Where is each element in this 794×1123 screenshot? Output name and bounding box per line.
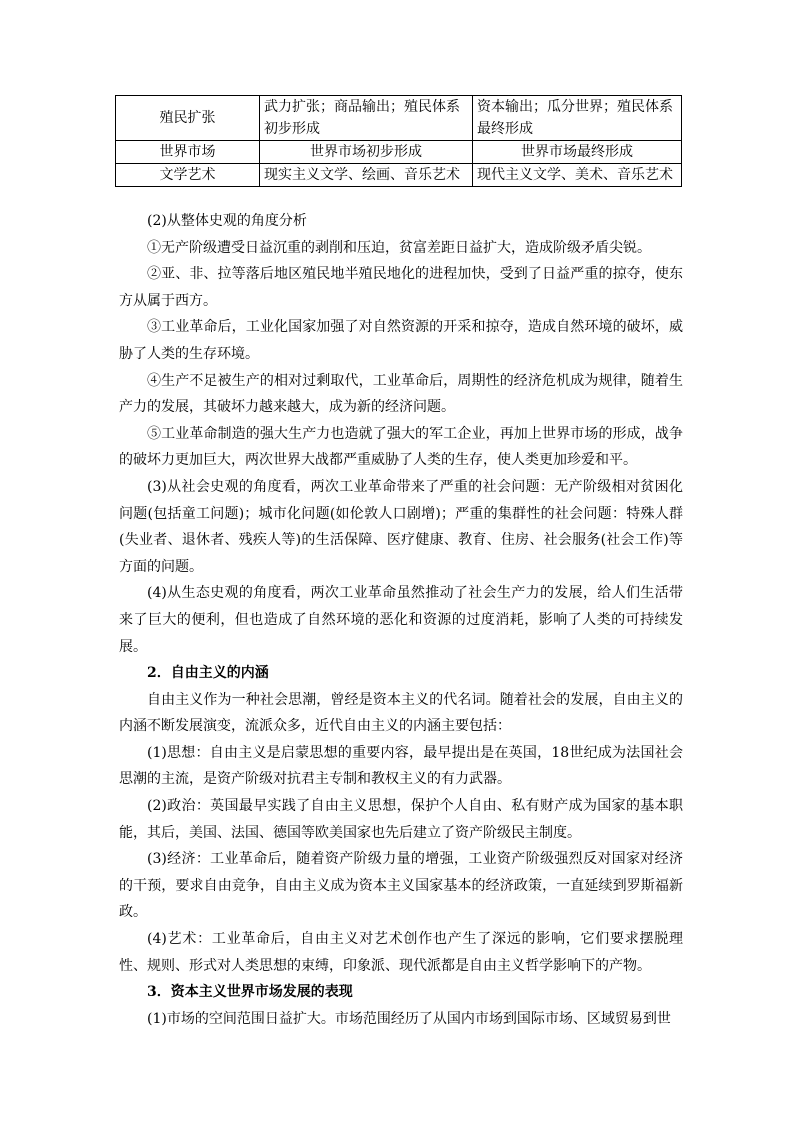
paragraph: (2)政治：英国最早实践了自由主义思想，保护个人自由、私有财产成为国家的基本职能，其后，美国、法国、德国等欧美国家也先后建立了资产阶级民主制度。 — [119, 798, 683, 841]
body-text — [119, 208, 683, 1032]
table-cell: 现代主义文学、美术、音乐艺术 — [473, 164, 682, 187]
table-cell-label: 殖民扩张 — [116, 96, 260, 141]
paragraph: ④生产不足被生产的相对过剩取代，工业革命后，周期性的经济危机成为规律，随着生产力的发展，其破坏力越来越大，成为新的经济问题。 — [119, 372, 683, 416]
paragraph: ⑤工业革命制造的强大生产力也造就了强大的军工企业，再加上世界市场的形成，战争的破坏力更加巨大，两次世界大战都严重威胁了人类的生存，使人类更加珍爱和平。 — [119, 425, 683, 469]
table-row — [116, 164, 682, 187]
section-heading: 3．资本主义世界市场发展的表现 — [147, 984, 353, 1001]
paragraph: ③工业革命后，工业化国家加强了对自然资源的开采和掠夺，造成自然环境的破坏，威胁了人类的生存环境。 — [119, 319, 683, 362]
paragraph: (1)思想：自由主义是启蒙思想的重要内容，最早提出是在英国，18世纪成为法国社会思潮的主流，是资产阶级对抗君主专制和教权主义的有力武器。 — [119, 744, 683, 788]
table-row — [116, 141, 682, 164]
table-row — [116, 96, 682, 141]
table-cell: 世界市场初步形成 — [260, 141, 473, 164]
table-cell: 武力扩张；商品输出；殖民体系初步形成 — [260, 96, 473, 141]
paragraph: (2)从整体史观的角度分析 — [147, 213, 307, 229]
table-cell: 现实主义文学、绘画、音乐艺术 — [260, 164, 473, 187]
table-cell-label: 世界市场 — [116, 141, 260, 164]
paragraph: (1)市场的空间范围日益扩大。市场范围经历了从国内市场到国际市场、区域贸易到世 — [147, 1010, 671, 1027]
paragraph: (3)经济：工业革命后，随着资产阶级力量的增强，工业资产阶级强烈反对国家对经济的干预，要求自由竞争，自由主义成为资本主义国家基本的经济政策，一直延续到罗斯福新政。 — [119, 851, 683, 921]
paragraph: ①无产阶级遭受日益沉重的剥削和压迫，贫富差距日益扩大，造成阶级矛盾尖锐。 — [147, 239, 651, 256]
paragraph: (4)从生态史观的角度看，两次工业革命虽然推动了社会生产力的发展，给人们生活带来了巨大的便利，但也造成了自然环境的恶化和资源的过度消耗，影响了人类的可持续发展。 — [119, 585, 683, 655]
paragraph: ②亚、非、拉等落后地区殖民地半殖民地化的进程加快，受到了日益严重的掠夺，使东方从属于西方。 — [119, 266, 683, 309]
comparison-table — [115, 95, 682, 187]
paragraph: (3)从社会史观的角度看，两次工业革命带来了严重的社会问题：无产阶级相对贫困化问题(包括童工问题)；城市化问题(如伦敦人口剧增)；严重的集群性的社会问题：特殊人群(失业者、退休者、残疾人等)的生活保障、医疗健康、教育、住房、社会服务(社会工作)等方面的问题。 — [119, 478, 683, 575]
table-cell-label: 文学艺术 — [116, 164, 260, 187]
section-heading: 2．自由主义的内涵 — [147, 665, 269, 682]
paragraph: (4)艺术：工业革命后，自由主义对艺术创作也产生了深远的影响，它们要求摆脱理性、规则、形式对人类思想的束缚，印象派、现代派都是自由主义哲学影响下的产物。 — [119, 931, 683, 974]
table-cell: 资本输出；瓜分世界；殖民体系最终形成 — [473, 96, 682, 141]
paragraph: 自由主义作为一种社会思潮，曾经是资本主义的代名词。随着社会的发展，自由主义的内涵不断发展演变，流派众多，近代自由主义的内涵主要包括： — [119, 691, 683, 735]
table-cell: 世界市场最终形成 — [473, 141, 682, 164]
